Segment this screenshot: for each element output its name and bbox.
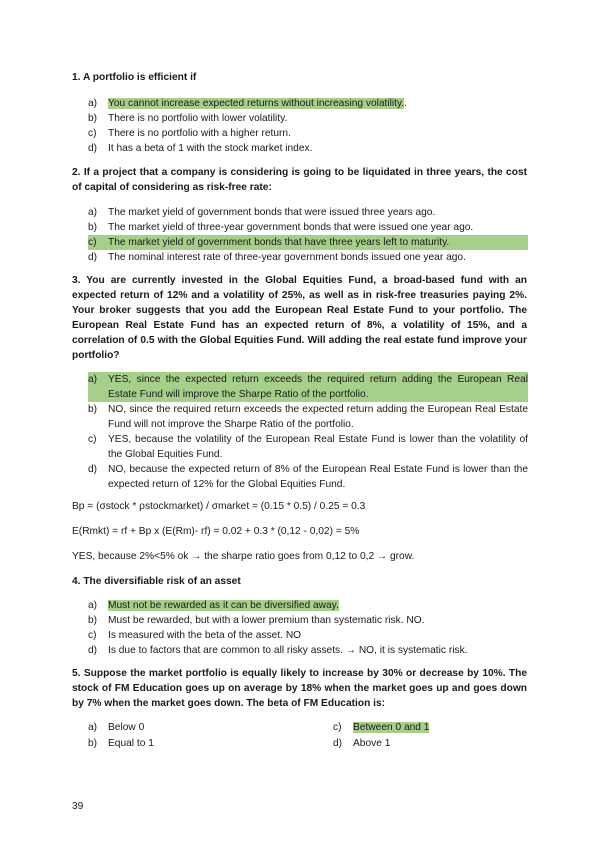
q4-option-b: b) Must be rewarded, but with a lower premium than systematic risk. NO. — [88, 615, 425, 626]
highlighted-answer: Between 0 and 1 — [353, 722, 430, 733]
q2-option-d: d) The nominal interest rate of three-year government bonds issued one year ago. — [88, 252, 466, 263]
q1-option-c: c) There is no portfolio with a higher return. — [88, 128, 291, 139]
q4-option-d: d) Is due to factors that are common to all risky assets. → NO, it is systematic risk. — [88, 645, 468, 656]
q5-option-a: a) Below 0 — [88, 722, 145, 733]
question-2-title: 2. If a project that a company is considering is going to be liquidated in three years, the cost of capital of considering as risk-free rate: — [72, 167, 527, 193]
q1-option-a: a) You cannot increase expected returns without increasing volatility.. — [88, 98, 408, 109]
q3-option-d: d) NO, because the expected return of 8% of the European Real Estate Fund is lower than the expected return of 12% for the Global Equities Fund. — [88, 464, 528, 490]
highlighted-answer: Must not be rewarded as it can be diversified away. — [108, 600, 339, 611]
q1-option-d: d) It has a beta of 1 with the stock market index. — [88, 143, 313, 154]
question-4-title: 4. The diversifiable risk of an asset — [72, 576, 241, 587]
q2-option-a: a) The market yield of government bonds that were issued three years ago. — [88, 207, 436, 218]
question-2-options — [88, 205, 528, 265]
q2-option-b: b) The market yield of three-year government bonds that were issued one year ago. — [88, 222, 474, 233]
page-number: 39 — [72, 801, 84, 812]
question-4-options — [88, 598, 528, 658]
question-1-title: 1. A portfolio is efficient if — [72, 72, 197, 83]
q2-option-c: c) The market yield of government bonds that have three years left to maturity. — [88, 235, 528, 250]
beta-formula: Bp = (σstock * ρstockmarket) / σmarket = (0.15 * 0.5) / 0.25 = 0.3 — [72, 501, 366, 512]
question-3-title: 3. You are currently invested in the Global Equities Fund, a broad-based fund with an expected return of 12% and a volatility of 25%, as well as in risk-free treasuries paying 2%. Your broker suggests that you add the European Real Estate Fund to your portfolio. The European Real Estate Fund has an expected return of 8%, a volatility of 15%, and a correlation of 0.5 with the Global Equities Fund. Will adding the real estate fund improve your portfolio? — [72, 275, 527, 361]
question-5-title: 5. Suppose the market portfolio is equally likely to increase by 30% or decrease by 10%. The stock of FM Education goes up on average by 18% when the market goes up and goes down by 7% when the market goes down. The beta of FM Education is: — [72, 668, 527, 709]
q5-option-c: c) Between 0 and 1 — [333, 722, 430, 733]
q4-option-c: c) Is measured with the beta of the asset. NO — [88, 630, 302, 641]
q3-option-c: c) YES, because the volatility of the European Real Estate Fund is lower than the volatility of the Global Equities Fund. — [88, 434, 528, 460]
q3-option-b: b) NO, since the required return exceeds the expected return adding the European Real Estate Fund will not improve the Sharpe Ratio of the portfolio. — [88, 404, 528, 430]
q3-option-a: a) YES, since the expected return exceeds the required return adding the European Real Estate Fund will improve the Sharpe Ratio of the portfolio. — [88, 374, 528, 400]
question-3-options — [88, 372, 528, 492]
conclusion-note: YES, because 2%<5% ok → the sharpe ratio goes from 0,12 to 0,2 → grow. — [72, 551, 415, 562]
expected-return-formula: E(Rmkt) = rf + Bp x (E(Rm)- rf) = 0.02 + 0.3 * (0,12 - 0,02) = 5% — [72, 526, 360, 537]
q1-option-b: b) There is no portfolio with lower volatility. — [88, 113, 288, 124]
q5-option-b: b) Equal to 1 — [88, 738, 154, 749]
question-1-options — [88, 96, 528, 156]
highlighted-answer: You cannot increase expected returns without increasing volatility. — [108, 98, 405, 109]
q4-option-a: a) Must not be rewarded as it can be diversified away. — [88, 600, 339, 611]
q5-option-d: d) Above 1 — [333, 738, 391, 749]
